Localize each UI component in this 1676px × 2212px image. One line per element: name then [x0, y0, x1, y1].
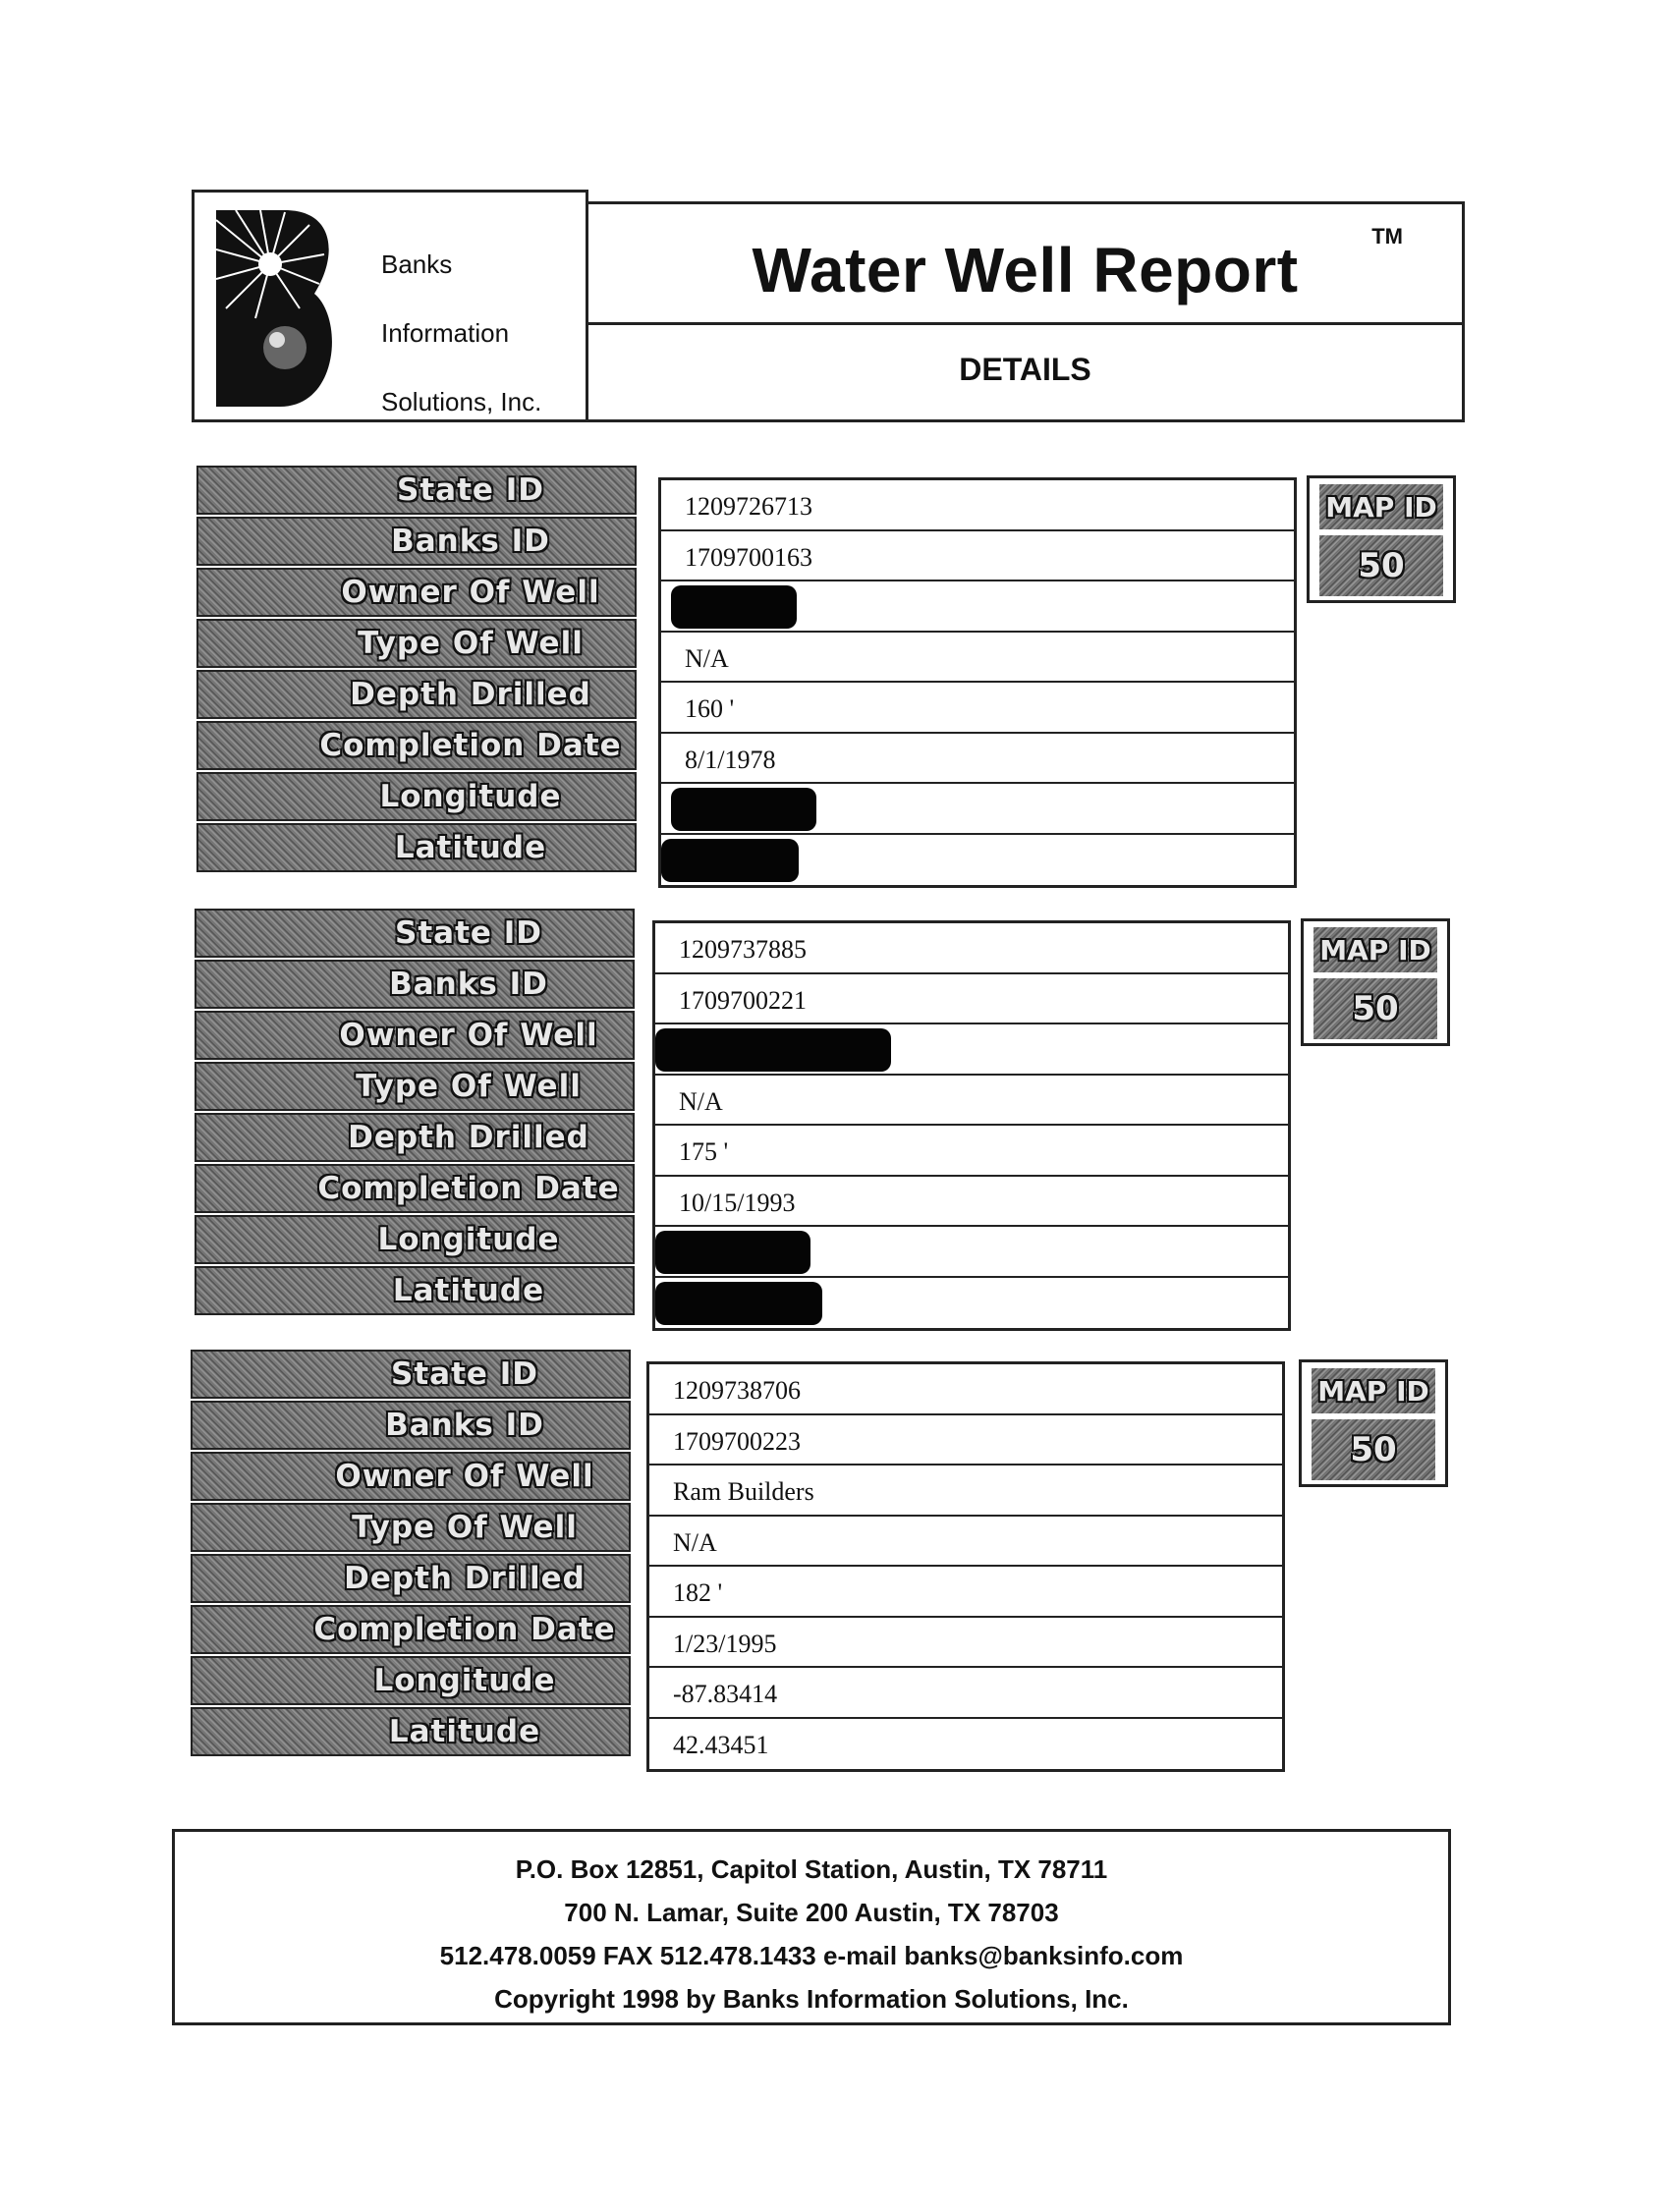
label-owner: Owner Of Well: [191, 1452, 631, 1501]
company-line-3: Solutions, Inc.: [381, 387, 542, 416]
label-state-id: State ID: [196, 466, 637, 515]
latitude-value: 42.43451: [673, 1730, 769, 1759]
label-longitude: Longitude: [196, 772, 637, 821]
label-completion: Completion Date: [196, 721, 637, 770]
label-longitude: Longitude: [191, 1656, 631, 1705]
banks-id-value: 1709700223: [673, 1426, 801, 1456]
redacted-owner: [671, 585, 797, 629]
label-type: Type Of Well: [195, 1062, 635, 1111]
value-column: [652, 920, 1291, 1331]
label-latitude: Latitude: [191, 1707, 631, 1756]
depth-value: 175 ': [679, 1137, 729, 1166]
map-id-label: MAP ID: [1319, 484, 1443, 529]
company-logo-box: [192, 190, 588, 422]
report-subtitle: DETAILS: [959, 352, 1091, 387]
well-record-3: [191, 1350, 1458, 1772]
map-id-label: MAP ID: [1313, 927, 1437, 972]
label-type: Type Of Well: [191, 1503, 631, 1552]
well-record-1: [196, 466, 1464, 888]
map-id-label: MAP ID: [1312, 1368, 1435, 1413]
title-box: [588, 201, 1465, 422]
depth-value: 182 ': [673, 1578, 723, 1607]
label-longitude: Longitude: [195, 1215, 635, 1264]
map-id-box: [1301, 918, 1450, 1046]
state-id-value: 1209737885: [679, 935, 807, 964]
completion-value: 1/23/1995: [673, 1629, 777, 1658]
longitude-value: -87.83414: [673, 1680, 778, 1708]
footer-copyright: Copyright 1998 by Banks Information Solutions, Inc.: [494, 1984, 1129, 2014]
map-id-value: 50: [1319, 535, 1443, 596]
redacted-longitude: [655, 1231, 810, 1274]
banks-logo-icon: [216, 210, 339, 407]
value-column: [658, 477, 1297, 888]
report-header: [192, 190, 1465, 428]
label-column: [196, 466, 637, 874]
footer-contact: 512.478.0059 FAX 512.478.1433 e-mail banks@banksinfo.com: [439, 1941, 1184, 1970]
label-banks-id: Banks ID: [196, 517, 637, 566]
type-value: N/A: [673, 1527, 717, 1557]
map-id-box: [1299, 1359, 1448, 1487]
depth-value: 160 ': [685, 694, 735, 723]
label-owner: Owner Of Well: [196, 568, 637, 617]
state-id-value: 1209738706: [673, 1376, 801, 1405]
redacted-latitude: [661, 839, 799, 882]
trademark: TM: [1371, 224, 1403, 249]
type-value: N/A: [685, 643, 729, 673]
label-latitude: Latitude: [195, 1266, 635, 1315]
redacted-longitude: [671, 788, 816, 831]
type-value: N/A: [679, 1086, 723, 1116]
label-depth: Depth Drilled: [196, 670, 637, 719]
owner-value: Ram Builders: [673, 1477, 814, 1506]
state-id-value: 1209726713: [685, 492, 812, 521]
footer-address: 700 N. Lamar, Suite 200 Austin, TX 78703: [564, 1898, 1059, 1927]
map-id-value: 50: [1313, 978, 1437, 1039]
company-line-2: Information: [381, 318, 510, 348]
completion-value: 8/1/1978: [685, 745, 776, 774]
label-depth: Depth Drilled: [195, 1113, 635, 1162]
label-column: [191, 1350, 631, 1758]
banks-id-value: 1709700163: [685, 542, 812, 572]
company-line-1: Banks: [381, 249, 453, 279]
map-id-value: 50: [1312, 1419, 1435, 1480]
label-depth: Depth Drilled: [191, 1554, 631, 1603]
value-column: [646, 1361, 1285, 1772]
label-completion: Completion Date: [195, 1164, 635, 1213]
footer-po-box: P.O. Box 12851, Capitol Station, Austin, TX 78711: [515, 1854, 1108, 1884]
label-completion: Completion Date: [191, 1605, 631, 1654]
label-state-id: State ID: [195, 909, 635, 958]
label-banks-id: Banks ID: [195, 960, 635, 1009]
contact-footer: [172, 1829, 1451, 2025]
label-column: [195, 909, 635, 1317]
label-banks-id: Banks ID: [191, 1401, 631, 1450]
redacted-latitude: [655, 1282, 822, 1325]
label-owner: Owner Of Well: [195, 1011, 635, 1060]
label-type: Type Of Well: [196, 619, 637, 668]
label-latitude: Latitude: [196, 823, 637, 872]
redacted-owner: [655, 1028, 891, 1072]
report-title: Water Well Report: [752, 235, 1299, 305]
well-record-2: [195, 909, 1462, 1331]
completion-value: 10/15/1993: [679, 1188, 796, 1217]
banks-id-value: 1709700221: [679, 985, 807, 1015]
label-state-id: State ID: [191, 1350, 631, 1399]
company-name: [381, 230, 541, 436]
map-id-box: [1307, 475, 1456, 603]
